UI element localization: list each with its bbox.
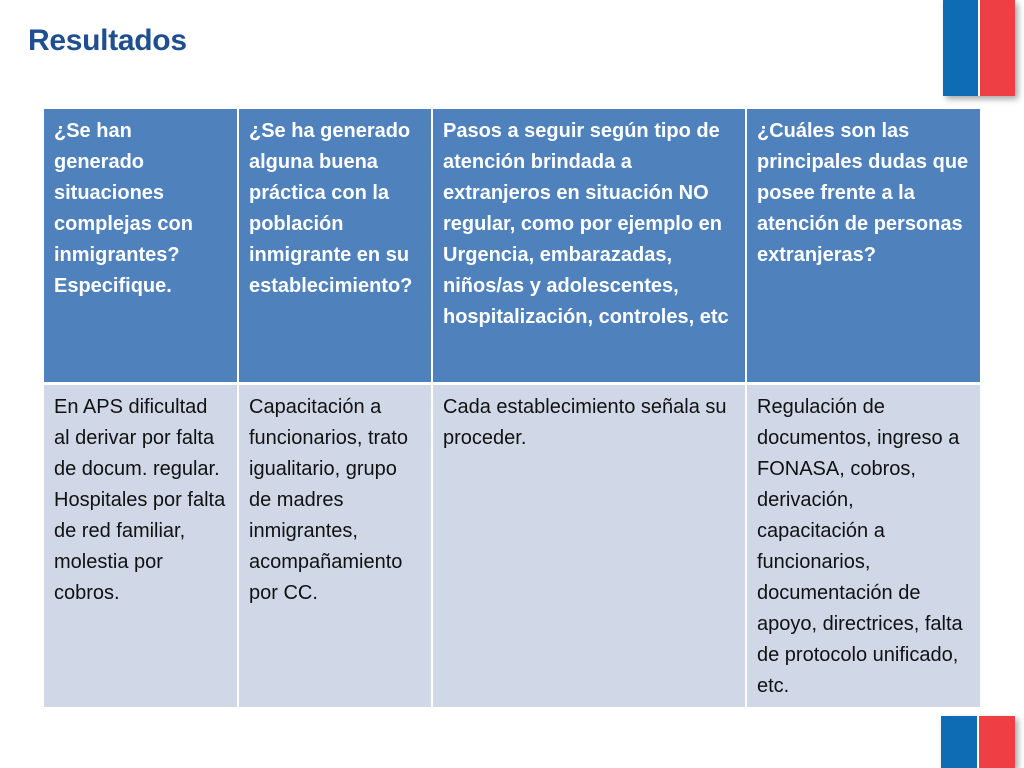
- page-title: Resultados: [28, 24, 187, 57]
- table-cell: Regulación de documentos, ingreso a FONASA, cobros, derivación, capacitación a funcionarios, documentación de apoyo, directrices, falta de protocolo unificado, etc.: [746, 383, 980, 707]
- table-cell: Capacitación a funcionarios, trato igualitario, grupo de madres inmigrantes, acompañamiento por CC.: [238, 383, 432, 707]
- header-situaciones-complejas: ¿Se han generado situaciones complejas con inmigrantes? Especifique.: [44, 109, 238, 383]
- header-pasos-a-seguir: Pasos a seguir según tipo de atención brindada a extranjeros en situación NO regular, como por ejemplo en Urgencia, embarazadas, niños/as y adolescentes, hospitalización, controles, etc: [432, 109, 746, 383]
- table-row: [44, 383, 980, 707]
- header-principales-dudas: ¿Cuáles son las principales dudas que posee frente a la atención de personas extranjeras?: [746, 109, 980, 383]
- table-cell: Cada establecimiento señala su proceder.: [432, 383, 746, 707]
- flag-red-stripe: [979, 716, 1015, 768]
- table-header-row: [44, 109, 980, 383]
- flag-blue-stripe: [941, 716, 977, 768]
- results-table: [44, 109, 980, 707]
- table-cell: En APS dificultad al derivar por falta de docum. regular. Hospitales por falta de red familiar, molestia por cobros.: [44, 383, 238, 707]
- flag-decoration-bottom: [941, 716, 1015, 768]
- flag-red-stripe: [980, 0, 1015, 96]
- header-buena-practica: ¿Se ha generado alguna buena práctica con la población inmigrante en su establecimiento?: [238, 109, 432, 383]
- flag-decoration-top: [943, 0, 1015, 96]
- flag-blue-stripe: [943, 0, 978, 96]
